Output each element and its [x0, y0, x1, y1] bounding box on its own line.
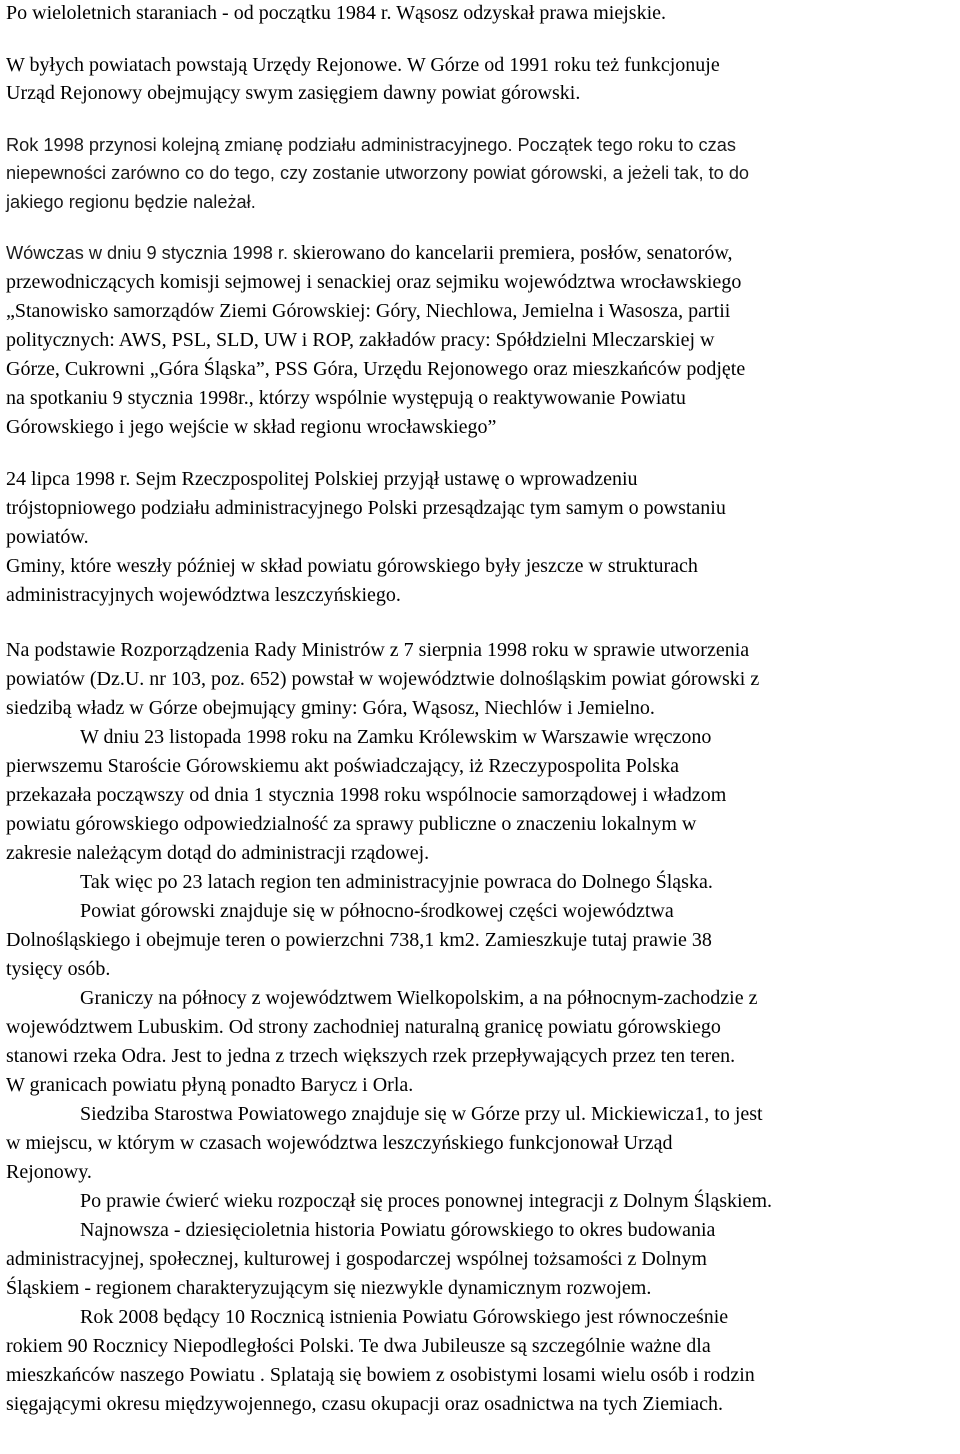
- text-line: Graniczy na północy z województwem Wielkopolskim, a na północnym-zachodzie z: [80, 987, 758, 1009]
- text-fragment: skierowano do kancelarii premiera, posłów, senatorów,: [293, 242, 733, 264]
- text-line: sięgającymi okresu międzywojennego, czasu okupacji oraz osadnictwa na tych Ziemiach.: [6, 1393, 723, 1415]
- text-line: jakiego regionu będzie należał.: [6, 192, 256, 212]
- text-line: Na podstawie Rozporządzenia Rady Ministrów z 7 sierpnia 1998 roku w sprawie utworzenia: [6, 639, 750, 661]
- text-line: tysięcy osób.: [6, 958, 111, 980]
- text-line: przekazała począwszy od dnia 1 stycznia 1998 roku wspólnocie samorządowej i władzom: [6, 784, 727, 806]
- text-line: Siedziba Starostwa Powiatowego znajduje się w Górze przy ul. Mickiewicza1, to jest: [80, 1103, 763, 1125]
- text-line: Rejonowy.: [6, 1161, 92, 1183]
- text-line: rokiem 90 Rocznicy Niepodległości Polski. Te dwa Jubileusze są szczególnie ważne dla: [6, 1335, 711, 1357]
- text-line: Rok 2008 będący 10 Rocznicą istnienia Powiatu Górowskiego jest równocześnie: [80, 1306, 729, 1328]
- text-line: administracyjnych województwa leszczyńskiego.: [6, 584, 401, 606]
- text-line: mieszkańców naszego Powiatu . Splatają się bowiem z osobistymi losami wielu osób i rodzin: [6, 1364, 755, 1386]
- text-line: 24 lipca 1998 r. Sejm Rzeczpospolitej Polskiej przyjął ustawę o wprowadzeniu: [6, 468, 638, 490]
- text-line: Po prawie ćwierć wieku rozpoczął się proces ponownej integracji z Dolnym Śląskiem.: [80, 1190, 773, 1212]
- text-line: Śląskiem - regionem charakteryzującym się niezwykle dynamicznym rozwojem.: [6, 1277, 652, 1299]
- text-line: powiatów (Dz.U. nr 103, poz. 652) powstał w województwie dolnośląskim powiat górowski z: [6, 668, 760, 690]
- text-line: Najnowsza - dziesięcioletnia historia Powiatu górowskiego to okres budowania: [80, 1219, 716, 1241]
- text-fragment: Wówczas w dniu 9 stycznia 1998 r.: [6, 243, 289, 263]
- text-line: administracyjnej, społecznej, kulturowej i gospodarczej wspólnej tożsamości z Dolnym: [6, 1248, 707, 1270]
- text-line: Powiat górowski znajduje się w północno-środkowej części województwa: [80, 900, 674, 922]
- text-line: politycznych: AWS, PSL, SLD, UW i ROP, zakładów pracy: Spółdzielni Mleczarskiej w: [6, 329, 715, 351]
- text-line: Górowskiego i jego wejście w skład regionu wrocławskiego”: [6, 416, 497, 438]
- text-line: W granicach powiatu płyną ponadto Barycz i Orla.: [6, 1074, 414, 1096]
- text-line: pierwszemu Staroście Górowskiemu akt poświadczający, iż Rzeczypospolita Polska: [6, 755, 679, 777]
- text-line: Po wieloletnich staraniach - od początku 1984 r. Wąsosz odzyskał prawa miejskie.: [6, 2, 666, 24]
- text-line: „Stanowisko samorządów Ziemi Górowskiej: Góry, Niechlowa, Jemielna i Wasosza, partii: [6, 300, 731, 322]
- text-line: Dolnośląskiego i obejmuje teren o powierzchni 738,1 km2. Zamieszkuje tutaj prawie 38: [6, 929, 712, 951]
- text-line: województwem Lubuskim. Od strony zachodniej naturalną granicę powiatu górowskiego: [6, 1016, 721, 1038]
- text-line: Gminy, które weszły później w skład powiatu górowskiego były jeszcze w strukturach: [6, 555, 698, 577]
- text-line: trójstopniowego podziału administracyjnego Polski przesądzając tym samym o powstaniu: [6, 497, 726, 519]
- text-line: zakresie należącym dotąd do administracji rządowej.: [6, 842, 430, 864]
- text-line: niepewności zarówno co do tego, czy zostanie utworzony powiat górowski, a jeżeli tak, to do: [6, 163, 750, 183]
- text-line: w miejscu, w którym w czasach województwa leszczyńskiego funkcjonował Urząd: [6, 1132, 673, 1154]
- text-line: Górze, Cukrowni „Góra Śląska”, PSS Góra, Urzędu Rejonowego oraz mieszkańców podjęte: [6, 358, 746, 380]
- text-line: stanowi rzeka Odra. Jest to jedna z trzech większych rzek przepływających przez ten teren.: [6, 1045, 736, 1067]
- text-line: Tak więc po 23 latach region ten administracyjnie powraca do Dolnego Śląska.: [80, 871, 713, 893]
- text-line: na spotkaniu 9 stycznia 1998r., którzy wspólnie występują o reaktywowanie Powiatu: [6, 387, 686, 409]
- text-line: Rok 1998 przynosi kolejną zmianę podziału administracyjnego. Początek tego roku to czas: [6, 135, 736, 155]
- text-line: powiatu górowskiego odpowiedzialność za sprawy publiczne o znaczeniu lokalnym w: [6, 813, 697, 835]
- text-line-composite: [6, 240, 733, 266]
- text-line: Urząd Rejonowy obejmujący swym zasięgiem dawny powiat górowski.: [6, 82, 581, 104]
- text-line: przewodniczących komisji sejmowej i senackiej oraz sejmiku województwa wrocławskiego: [6, 271, 742, 293]
- text-line: W byłych powiatach powstają Urzędy Rejonowe. W Górze od 1991 roku też funkcjonuje: [6, 54, 720, 76]
- text-line: W dniu 23 listopada 1998 roku na Zamku Królewskim w Warszawie wręczono: [80, 726, 712, 748]
- text-line: siedzibą władz w Górze obejmujący gminy: Góra, Wąsosz, Niechlów i Jemielno.: [6, 697, 655, 719]
- text-line: powiatów.: [6, 526, 89, 548]
